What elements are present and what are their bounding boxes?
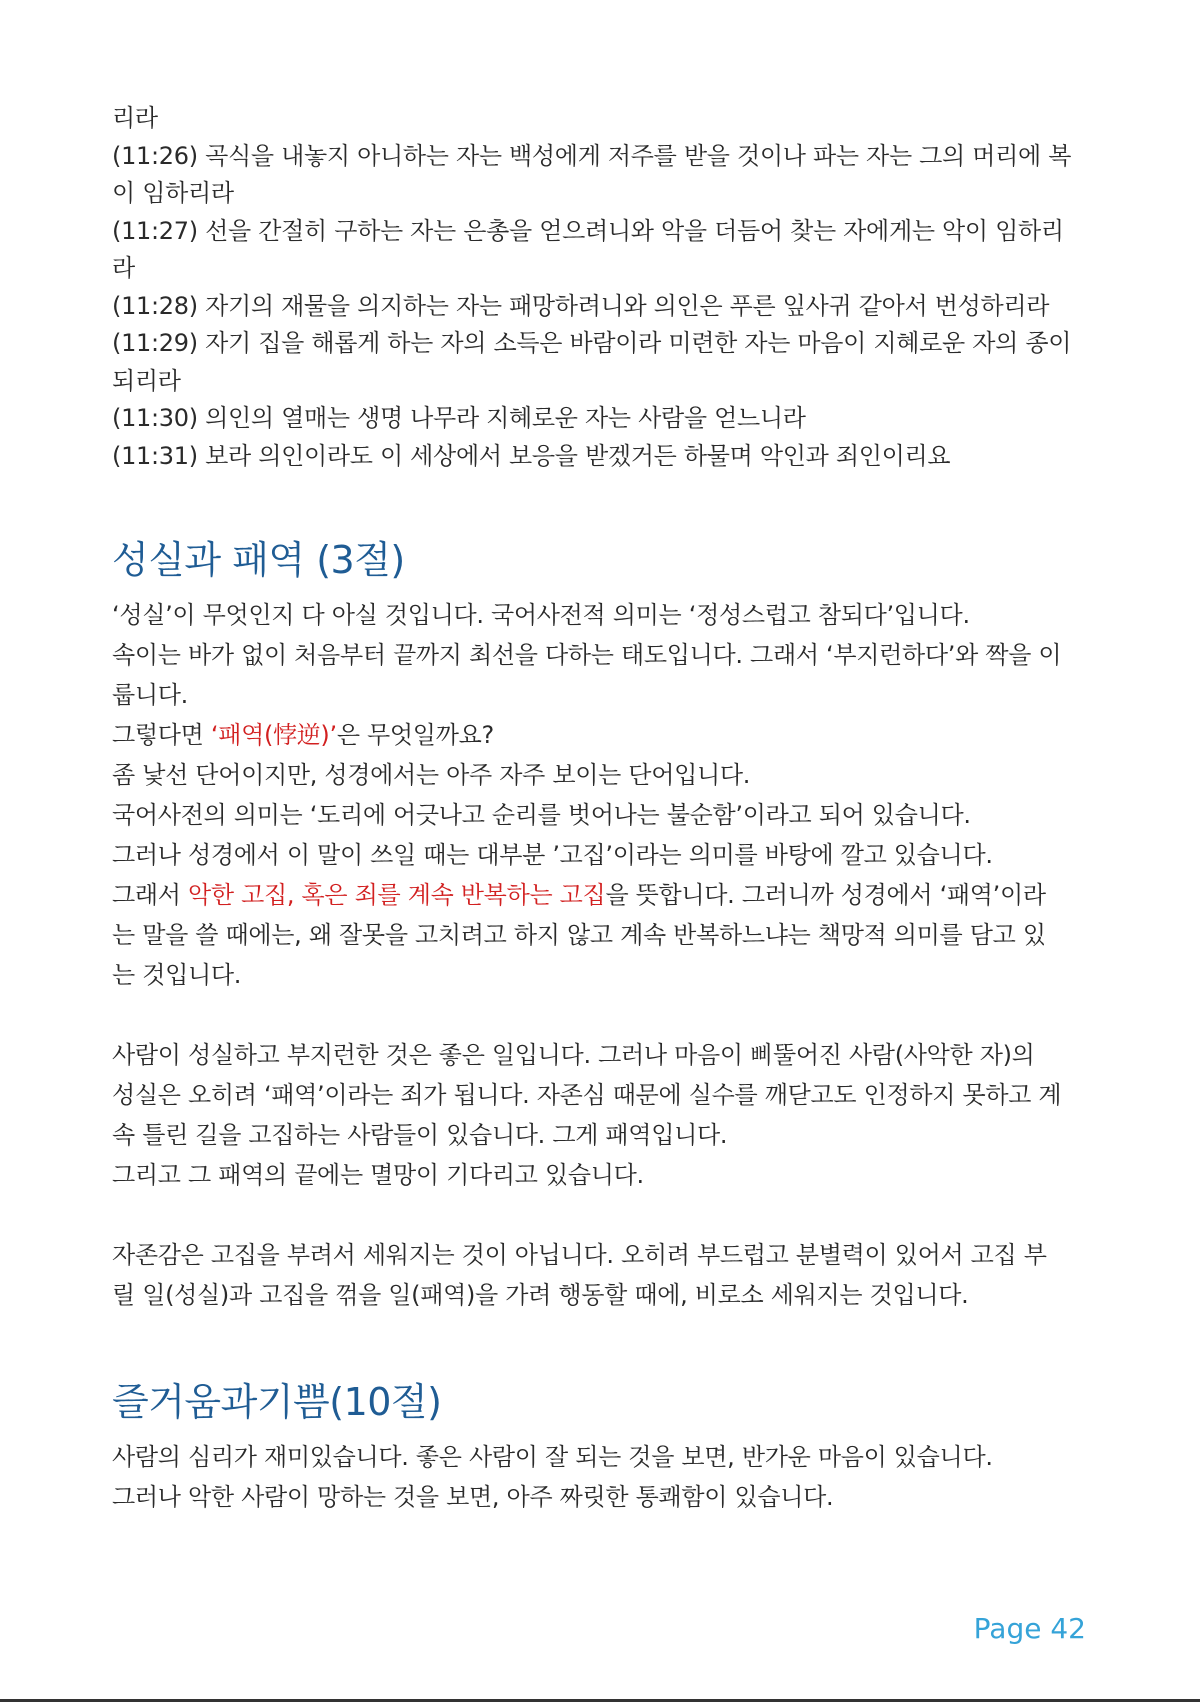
paragraph-gap xyxy=(112,1195,1112,1235)
body-line: 성실은 오히려 ‘패역’이라는 죄가 됩니다. 자존심 때문에 실수를 깨닫고도 인정하지 못하고 계 xyxy=(112,1081,1062,1109)
body-line: 속이는 바가 없이 처음부터 끝까지 최선을 다하는 태도입니다. 그래서 ‘부지런하다’와 짝을 이 xyxy=(112,641,1062,669)
body-line: 사람의 심리가 재미있습니다. 좋은 사람이 잘 되는 것을 보면, 반가운 마음이 있습니다. xyxy=(112,1443,993,1471)
body-line: 좀 낯선 단어이지만, 성경에서는 아주 자주 보이는 단어입니다. xyxy=(112,761,751,789)
verse-line: (11:29) 자기 집을 해롭게 하는 자의 소득은 바람이라 미련한 자는 마음이 지혜로운 자의 종이 xyxy=(112,329,1072,357)
body-line: 국어사전의 의미는 ‘도리에 어긋나고 순리를 벗어나는 불순함’이라고 되어 있습니다. xyxy=(112,801,971,829)
body-line: 속 틀린 길을 고집하는 사람들이 있습니다. 그게 패역입니다. xyxy=(112,1121,728,1149)
verse-line: (11:31) 보라 의인이라도 이 세상에서 보응을 받겠거든 하물며 악인과 죄인이리요 xyxy=(112,441,951,470)
highlight-term: ‘패역(悖逆)’ xyxy=(210,721,337,749)
page-number: Page 42 xyxy=(973,1612,1086,1645)
body-line: 그러나 성경에서 이 말이 쓰일 때는 대부분 ’고집’이라는 의미를 바탕에 깔고 있습니다. xyxy=(112,841,993,869)
verse-line: (11:27) 선을 간절히 구하는 자는 은총을 얻으려니와 악을 더듬어 찾는 자에게는 악이 임하리 xyxy=(112,216,1064,245)
body-line: 는 것입니다. xyxy=(112,961,242,989)
meaning-prefix: 그래서 xyxy=(112,881,188,909)
verse-line: 리라 xyxy=(112,104,158,132)
body-line-question xyxy=(112,715,1112,755)
verse-line: (11:30) 의인의 열매는 생명 나무라 지혜로운 자는 사람을 얻느니라 xyxy=(112,404,806,432)
question-prefix: 그렇다면 xyxy=(112,721,211,749)
section-body-joy xyxy=(112,1437,1112,1517)
body-line: 자존감은 고집을 부려서 세워지는 것이 아닙니다. 오히려 부드럽고 분별력이 있어서 고집 부 xyxy=(112,1241,1047,1269)
section-title-sincerity: 성실과 패역 (3절) xyxy=(112,538,405,582)
verse-list xyxy=(112,100,1112,475)
section-title-joy: 즐거움과기쁨(10절) xyxy=(112,1380,442,1424)
page-content xyxy=(112,100,1112,1517)
body-line: 룹니다. xyxy=(112,681,188,709)
section-body-sincerity xyxy=(112,595,1112,1315)
body-line: ‘성실’이 무엇인지 다 아실 것입니다. 국어사전적 의미는 ‘정성스럽고 참되다’입니다. xyxy=(112,601,970,629)
meaning-suffix: 을 뜻합니다. 그러니까 성경에서 ‘패역’이라 xyxy=(605,881,1046,909)
verse-line: 되리라 xyxy=(112,366,181,395)
body-line: 그리고 그 패역의 끝에는 멸망이 기다리고 있습니다. xyxy=(112,1161,644,1189)
question-suffix: 은 무엇일까요? xyxy=(336,721,494,749)
verse-line: (11:28) 자기의 재물을 의지하는 자는 패망하려니와 의인은 푸른 잎사귀 같아서 번성하리라 xyxy=(112,291,1050,320)
paragraph-gap xyxy=(112,995,1112,1035)
body-line: 사람이 성실하고 부지런한 것은 좋은 일입니다. 그러나 마음이 삐뚤어진 사람(사악한 자)의 xyxy=(112,1041,1035,1069)
body-line: 릴 일(성실)과 고집을 꺾을 일(패역)을 가려 행동할 때에, 비로소 세워지는 것입니다. xyxy=(112,1281,969,1309)
body-line: 는 말을 쓸 때에는, 왜 잘못을 고치려고 하지 않고 계속 반복하느냐는 책망적 의미를 담고 있 xyxy=(112,921,1046,949)
verse-line: 라 xyxy=(112,254,135,282)
verse-line: (11:26) 곡식을 내놓지 아니하는 자는 백성에게 저주를 받을 것이나 파는 자는 그의 머리에 복 xyxy=(112,141,1072,170)
body-line: 그러나 악한 사람이 망하는 것을 보면, 아주 짜릿한 통쾌함이 있습니다. xyxy=(112,1483,834,1511)
highlight-phrase: 악한 고집, 혹은 죄를 계속 반복하는 고집 xyxy=(187,881,606,909)
body-line-meaning xyxy=(112,875,1112,915)
verse-line: 이 임하리라 xyxy=(112,179,234,207)
